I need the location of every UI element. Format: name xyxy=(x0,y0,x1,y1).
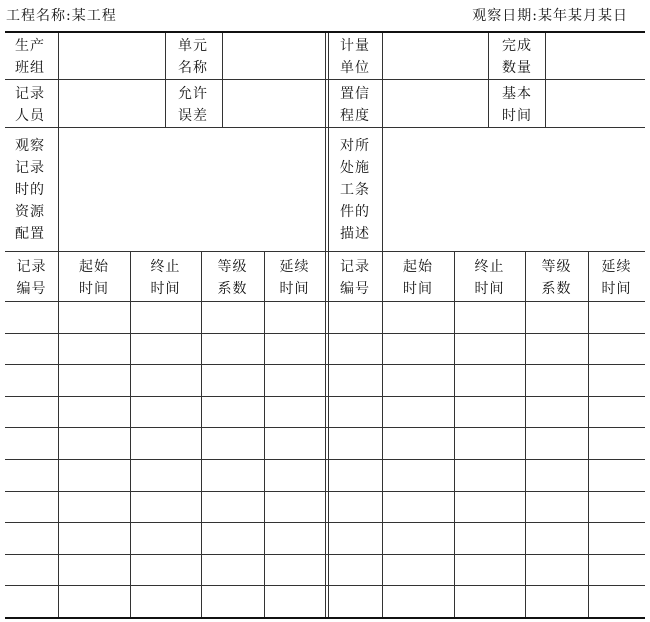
center-divider xyxy=(325,33,326,251)
center-divider xyxy=(325,251,326,617)
table-col-line xyxy=(58,251,59,617)
table-col-line xyxy=(201,251,202,617)
label-confidence-level: 置信 程度 xyxy=(340,86,370,124)
center-divider xyxy=(328,33,329,251)
table-header-right-1: 记录 编号 xyxy=(340,259,370,297)
label-resource-allocation: 观察 记录 时的 资源 配置 xyxy=(15,138,45,242)
label-base-time: 基本 时间 xyxy=(502,86,532,124)
project-name: 工程名称:某工程 xyxy=(6,8,117,24)
table-header-4: 等级 系数 xyxy=(217,259,248,297)
table-col-line xyxy=(454,251,455,617)
label-completed-quantity: 完成 数量 xyxy=(502,38,532,76)
info-col-line xyxy=(488,33,489,127)
table-col-line xyxy=(264,251,265,617)
table-header-right-4: 等级 系数 xyxy=(541,259,572,297)
bottom-rule xyxy=(5,617,645,619)
label-production-team: 生产 班组 xyxy=(15,38,45,76)
label-conditions-description: 对所 处施 工条 件的 描述 xyxy=(340,138,370,242)
table-header-2: 起始 时间 xyxy=(79,259,109,297)
label-measurement-unit: 计量 单位 xyxy=(340,38,370,76)
label-recorder: 记录 人员 xyxy=(15,86,45,124)
info-col-line xyxy=(165,33,166,127)
table-col-line xyxy=(525,251,526,617)
label-unit-name: 单元 名称 xyxy=(178,38,208,76)
table-header-5: 延续 时间 xyxy=(279,259,310,297)
info-col-line xyxy=(545,33,546,127)
table-col-line xyxy=(382,251,383,617)
table-header-right-5: 延续 时间 xyxy=(601,259,632,297)
table-header-right-3: 终止 时间 xyxy=(474,259,505,297)
info-col-line xyxy=(58,33,59,251)
table-header-3: 终止 时间 xyxy=(150,259,181,297)
label-allowed-error: 允许 误差 xyxy=(178,86,208,124)
center-divider xyxy=(328,251,329,617)
table-header-right-2: 起始 时间 xyxy=(403,259,433,297)
info-col-line xyxy=(382,33,383,251)
observation-date: 观察日期:某年某月某日 xyxy=(472,8,628,24)
table-col-line xyxy=(130,251,131,617)
table-header-1: 记录 编号 xyxy=(16,259,47,297)
table-col-line xyxy=(588,251,589,617)
info-col-line xyxy=(222,33,223,127)
